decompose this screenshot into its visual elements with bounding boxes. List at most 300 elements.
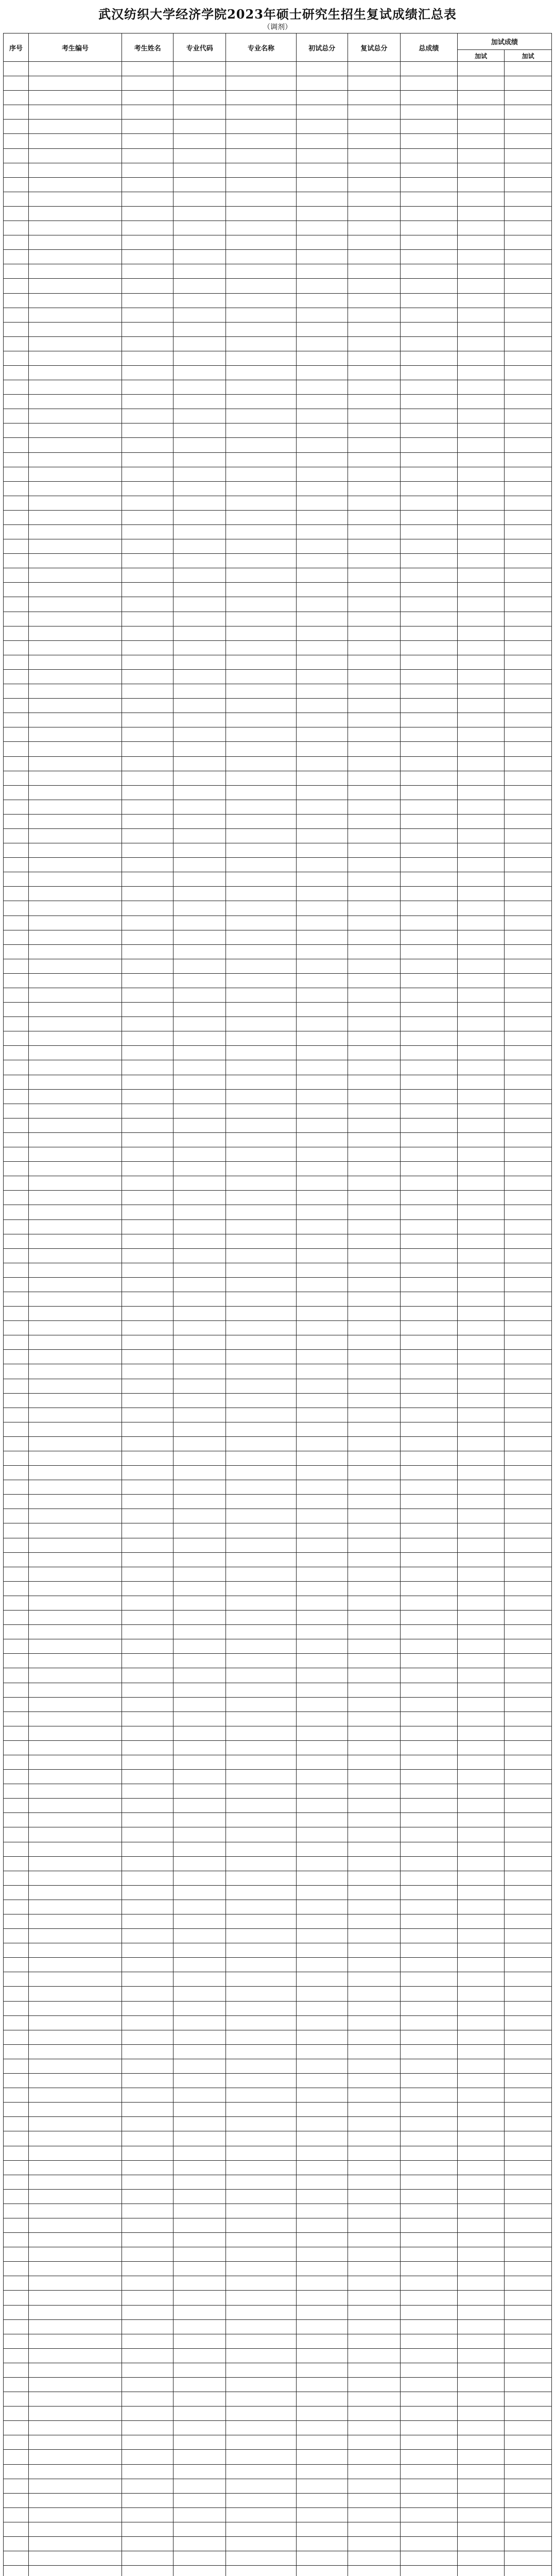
cell-index — [4, 1003, 29, 1017]
cell-index — [4, 2305, 29, 2319]
cell-extra-test-1 — [457, 1799, 505, 1813]
cell-major-code — [174, 2030, 226, 2044]
cell-initial-score — [296, 699, 348, 713]
cell-name — [122, 2392, 174, 2406]
cell-index — [4, 1726, 29, 1740]
cell-initial-score — [296, 1219, 348, 1234]
cell-retest-score — [348, 1581, 400, 1596]
cell-major-name — [226, 2421, 296, 2435]
cell-extra-test-1 — [457, 1567, 505, 1581]
cell-retest-score — [348, 1364, 400, 1379]
cell-name — [122, 1162, 174, 1176]
cell-major-code — [174, 1176, 226, 1191]
cell-retest-score — [348, 2160, 400, 2175]
cell-index — [4, 1813, 29, 1827]
cell-total-score — [401, 1683, 458, 1697]
cell-candidate-id — [28, 1350, 122, 1364]
cell-major-name — [226, 2305, 296, 2319]
cell-retest-score — [348, 2406, 400, 2421]
cell-extra-test-2 — [505, 423, 552, 438]
table-row — [4, 2566, 552, 2576]
cell-extra-test-1 — [457, 2551, 505, 2566]
cell-index — [4, 2421, 29, 2435]
cell-initial-score — [296, 2103, 348, 2117]
cell-initial-score — [296, 1451, 348, 1466]
cell-extra-test-1 — [457, 1755, 505, 1769]
cell-name — [122, 250, 174, 264]
cell-index — [4, 2551, 29, 2566]
cell-candidate-id — [28, 308, 122, 322]
cell-extra-test-2 — [505, 1089, 552, 1104]
cell-major-name — [226, 438, 296, 452]
cell-major-code — [174, 1581, 226, 1596]
cell-total-score — [401, 1379, 458, 1393]
cell-extra-test-2 — [505, 192, 552, 206]
cell-extra-test-2 — [505, 279, 552, 293]
cell-candidate-id — [28, 192, 122, 206]
cell-name — [122, 2291, 174, 2305]
cell-extra-test-1 — [457, 1263, 505, 1277]
cell-major-name — [226, 2059, 296, 2073]
cell-name — [122, 395, 174, 409]
cell-initial-score — [296, 756, 348, 771]
cell-retest-score — [348, 2493, 400, 2507]
cell-major-name — [226, 1639, 296, 1654]
cell-extra-test-1 — [457, 2218, 505, 2232]
cell-name — [122, 1321, 174, 1335]
cell-index — [4, 1408, 29, 1422]
cell-name — [122, 1364, 174, 1379]
cell-major-code — [174, 264, 226, 279]
cell-major-name — [226, 2175, 296, 2189]
table-row — [4, 597, 552, 612]
cell-candidate-id — [28, 250, 122, 264]
cell-total-score — [401, 105, 458, 120]
cell-extra-test-1 — [457, 1466, 505, 1480]
cell-retest-score — [348, 1379, 400, 1393]
cell-extra-test-1 — [457, 1147, 505, 1162]
cell-total-score — [401, 2030, 458, 2044]
cell-major-name — [226, 1031, 296, 1046]
cell-index — [4, 1466, 29, 1480]
cell-major-name — [226, 2189, 296, 2204]
cell-name — [122, 2537, 174, 2551]
cell-initial-score — [296, 452, 348, 467]
cell-candidate-id — [28, 1523, 122, 1538]
cell-name — [122, 336, 174, 351]
cell-major-name — [226, 1277, 296, 1292]
cell-name — [122, 1205, 174, 1219]
cell-major-code — [174, 1813, 226, 1827]
cell-index — [4, 2044, 29, 2059]
cell-total-score — [401, 250, 458, 264]
cell-extra-test-1 — [457, 264, 505, 279]
cell-total-score — [401, 2406, 458, 2421]
cell-index — [4, 626, 29, 640]
cell-index — [4, 336, 29, 351]
cell-extra-test-1 — [457, 221, 505, 235]
cell-candidate-id — [28, 91, 122, 105]
cell-initial-score — [296, 1914, 348, 1929]
table-row — [4, 1784, 552, 1799]
cell-name — [122, 1466, 174, 1480]
cell-retest-score — [348, 2363, 400, 2377]
table-row — [4, 525, 552, 539]
cell-initial-score — [296, 235, 348, 250]
cell-extra-test-2 — [505, 221, 552, 235]
cell-major-name — [226, 351, 296, 365]
cell-total-score — [401, 944, 458, 959]
cell-major-name — [226, 365, 296, 380]
cell-extra-test-2 — [505, 496, 552, 510]
cell-extra-test-2 — [505, 1509, 552, 1523]
cell-total-score — [401, 626, 458, 640]
cell-extra-test-2 — [505, 2131, 552, 2146]
cell-initial-score — [296, 554, 348, 568]
table-row — [4, 684, 552, 699]
cell-name — [122, 525, 174, 539]
table-row — [4, 1567, 552, 1581]
cell-initial-score — [296, 2291, 348, 2305]
table-row — [4, 279, 552, 293]
col-header-name: 考生姓名 — [122, 33, 174, 62]
cell-major-name — [226, 221, 296, 235]
cell-total-score — [401, 1639, 458, 1654]
cell-initial-score — [296, 1625, 348, 1639]
table-row — [4, 1523, 552, 1538]
table-row — [4, 887, 552, 901]
cell-extra-test-1 — [457, 1364, 505, 1379]
cell-extra-test-2 — [505, 597, 552, 612]
cell-major-code — [174, 1943, 226, 1958]
cell-major-code — [174, 713, 226, 727]
cell-retest-score — [348, 62, 400, 76]
cell-extra-test-1 — [457, 2074, 505, 2088]
cell-extra-test-2 — [505, 1740, 552, 1755]
cell-extra-test-1 — [457, 612, 505, 626]
cell-major-name — [226, 2435, 296, 2450]
cell-major-code — [174, 62, 226, 76]
cell-total-score — [401, 2291, 458, 2305]
cell-major-name — [226, 2131, 296, 2146]
cell-initial-score — [296, 1003, 348, 1017]
cell-extra-test-1 — [457, 699, 505, 713]
cell-name — [122, 742, 174, 756]
cell-extra-test-2 — [505, 1900, 552, 1914]
cell-extra-test-2 — [505, 1118, 552, 1132]
cell-candidate-id — [28, 2421, 122, 2435]
cell-retest-score — [348, 395, 400, 409]
cell-major-code — [174, 2378, 226, 2392]
cell-candidate-id — [28, 2233, 122, 2247]
cell-retest-score — [348, 2175, 400, 2189]
cell-major-code — [174, 2276, 226, 2291]
cell-extra-test-2 — [505, 1031, 552, 1046]
cell-major-name — [226, 539, 296, 554]
cell-retest-score — [348, 742, 400, 756]
cell-major-code — [174, 2450, 226, 2464]
cell-candidate-id — [28, 626, 122, 640]
table-row — [4, 1972, 552, 1987]
cell-extra-test-2 — [505, 2030, 552, 2044]
cell-extra-test-1 — [457, 192, 505, 206]
cell-index — [4, 800, 29, 814]
cell-extra-test-2 — [505, 1856, 552, 1871]
cell-retest-score — [348, 916, 400, 930]
cell-retest-score — [348, 1784, 400, 1799]
cell-index — [4, 1307, 29, 1321]
cell-major-name — [226, 2233, 296, 2247]
table-row — [4, 2001, 552, 2015]
cell-retest-score — [348, 2435, 400, 2450]
cell-candidate-id — [28, 438, 122, 452]
cell-total-score — [401, 2363, 458, 2377]
cell-retest-score — [348, 640, 400, 655]
cell-retest-score — [348, 684, 400, 699]
cell-initial-score — [296, 2363, 348, 2377]
cell-major-name — [226, 496, 296, 510]
cell-name — [122, 2015, 174, 2030]
cell-index — [4, 814, 29, 828]
cell-total-score — [401, 1451, 458, 1466]
cell-name — [122, 713, 174, 727]
cell-name — [122, 1176, 174, 1191]
cell-major-code — [174, 2551, 226, 2566]
cell-retest-score — [348, 221, 400, 235]
cell-index — [4, 1205, 29, 1219]
cell-initial-score — [296, 1466, 348, 1480]
cell-candidate-id — [28, 1046, 122, 1060]
cell-index — [4, 669, 29, 684]
cell-extra-test-2 — [505, 76, 552, 91]
cell-major-code — [174, 235, 226, 250]
table-row — [4, 2291, 552, 2305]
cell-major-code — [174, 1219, 226, 1234]
cell-extra-test-2 — [505, 105, 552, 120]
cell-extra-test-1 — [457, 2088, 505, 2103]
cell-name — [122, 612, 174, 626]
cell-name — [122, 1132, 174, 1147]
cell-extra-test-2 — [505, 1495, 552, 1509]
cell-candidate-id — [28, 1017, 122, 1031]
cell-major-code — [174, 105, 226, 120]
cell-index — [4, 2450, 29, 2464]
cell-initial-score — [296, 1755, 348, 1769]
cell-extra-test-2 — [505, 2392, 552, 2406]
cell-candidate-id — [28, 235, 122, 250]
cell-index — [4, 1219, 29, 1234]
cell-name — [122, 814, 174, 828]
cell-initial-score — [296, 1046, 348, 1060]
table-row — [4, 1292, 552, 1306]
cell-name — [122, 1436, 174, 1451]
cell-extra-test-2 — [505, 2348, 552, 2363]
cell-index — [4, 2464, 29, 2479]
cell-initial-score — [296, 2421, 348, 2435]
cell-index — [4, 756, 29, 771]
cell-initial-score — [296, 2435, 348, 2450]
cell-index — [4, 1509, 29, 1523]
cell-extra-test-1 — [457, 1523, 505, 1538]
cell-name — [122, 583, 174, 597]
cell-retest-score — [348, 163, 400, 177]
table-row — [4, 293, 552, 308]
cell-extra-test-1 — [457, 1538, 505, 1552]
cell-total-score — [401, 1552, 458, 1567]
cell-initial-score — [296, 1929, 348, 1943]
cell-name — [122, 1017, 174, 1031]
cell-name — [122, 1987, 174, 2001]
cell-candidate-id — [28, 2363, 122, 2377]
cell-major-code — [174, 1118, 226, 1132]
cell-initial-score — [296, 1943, 348, 1958]
col-header-extra-test-1: 加试 — [457, 50, 505, 62]
cell-name — [122, 2450, 174, 2464]
cell-major-code — [174, 2363, 226, 2377]
cell-initial-score — [296, 2551, 348, 2566]
cell-major-code — [174, 336, 226, 351]
cell-major-code — [174, 1509, 226, 1523]
cell-major-name — [226, 336, 296, 351]
cell-extra-test-1 — [457, 597, 505, 612]
cell-major-code — [174, 221, 226, 235]
cell-extra-test-2 — [505, 1263, 552, 1277]
cell-extra-test-1 — [457, 1871, 505, 1885]
cell-name — [122, 2204, 174, 2218]
cell-extra-test-1 — [457, 2378, 505, 2392]
cell-name — [122, 1350, 174, 1364]
cell-extra-test-1 — [457, 568, 505, 583]
cell-total-score — [401, 134, 458, 148]
cell-extra-test-1 — [457, 423, 505, 438]
cell-index — [4, 2103, 29, 2117]
cell-major-code — [174, 2566, 226, 2576]
cell-major-name — [226, 554, 296, 568]
cell-name — [122, 1683, 174, 1697]
cell-initial-score — [296, 1567, 348, 1581]
cell-initial-score — [296, 2088, 348, 2103]
cell-extra-test-1 — [457, 2493, 505, 2507]
cell-index — [4, 1234, 29, 1248]
cell-name — [122, 2247, 174, 2262]
cell-extra-test-2 — [505, 2537, 552, 2551]
cell-major-name — [226, 1871, 296, 1885]
cell-name — [122, 1726, 174, 1740]
cell-name — [122, 1639, 174, 1654]
cell-retest-score — [348, 2392, 400, 2406]
cell-retest-score — [348, 452, 400, 467]
cell-total-score — [401, 1567, 458, 1581]
cell-name — [122, 62, 174, 76]
cell-total-score — [401, 1856, 458, 1871]
cell-major-name — [226, 2566, 296, 2576]
cell-candidate-id — [28, 2204, 122, 2218]
cell-candidate-id — [28, 1292, 122, 1306]
cell-initial-score — [296, 322, 348, 336]
cell-major-name — [226, 727, 296, 742]
cell-major-code — [174, 568, 226, 583]
cell-extra-test-2 — [505, 858, 552, 872]
cell-name — [122, 163, 174, 177]
cell-major-code — [174, 525, 226, 539]
cell-major-name — [226, 669, 296, 684]
cell-initial-score — [296, 1697, 348, 1711]
cell-index — [4, 1625, 29, 1639]
cell-initial-score — [296, 2464, 348, 2479]
cell-name — [122, 2507, 174, 2522]
cell-total-score — [401, 2233, 458, 2247]
cell-total-score — [401, 1248, 458, 1263]
cell-initial-score — [296, 2233, 348, 2247]
cell-index — [4, 1162, 29, 1176]
cell-name — [122, 930, 174, 944]
cell-candidate-id — [28, 1205, 122, 1219]
cell-major-name — [226, 2406, 296, 2421]
cell-index — [4, 959, 29, 973]
cell-index — [4, 206, 29, 221]
cell-retest-score — [348, 1856, 400, 1871]
cell-major-name — [226, 771, 296, 785]
cell-major-code — [174, 1711, 226, 1726]
cell-major-code — [174, 206, 226, 221]
cell-total-score — [401, 395, 458, 409]
cell-total-score — [401, 742, 458, 756]
cell-extra-test-1 — [457, 1422, 505, 1436]
cell-major-code — [174, 351, 226, 365]
cell-name — [122, 2464, 174, 2479]
cell-major-name — [226, 1379, 296, 1393]
cell-index — [4, 1972, 29, 1987]
cell-major-name — [226, 2507, 296, 2522]
table-row — [4, 2435, 552, 2450]
table-row — [4, 2507, 552, 2522]
cell-index — [4, 1842, 29, 1856]
cell-extra-test-1 — [457, 1625, 505, 1639]
cell-total-score — [401, 1466, 458, 1480]
cell-retest-score — [348, 1003, 400, 1017]
cell-extra-test-1 — [457, 2479, 505, 2493]
cell-major-name — [226, 2319, 296, 2334]
cell-extra-test-1 — [457, 1104, 505, 1118]
cell-major-name — [226, 887, 296, 901]
table-row — [4, 206, 552, 221]
cell-initial-score — [296, 1277, 348, 1292]
table-row — [4, 467, 552, 481]
cell-retest-score — [348, 76, 400, 91]
cell-extra-test-1 — [457, 105, 505, 120]
cell-candidate-id — [28, 2319, 122, 2334]
cell-retest-score — [348, 1509, 400, 1523]
cell-name — [122, 2001, 174, 2015]
cell-total-score — [401, 699, 458, 713]
table-row — [4, 2030, 552, 2044]
cell-extra-test-2 — [505, 1538, 552, 1552]
cell-retest-score — [348, 771, 400, 785]
cell-major-name — [226, 62, 296, 76]
cell-major-name — [226, 395, 296, 409]
cell-extra-test-1 — [457, 206, 505, 221]
cell-extra-test-2 — [505, 1523, 552, 1538]
cell-index — [4, 2189, 29, 2204]
cell-total-score — [401, 930, 458, 944]
cell-retest-score — [348, 1292, 400, 1306]
cell-extra-test-2 — [505, 1596, 552, 1610]
cell-total-score — [401, 163, 458, 177]
table-row — [4, 1943, 552, 1958]
cell-major-code — [174, 669, 226, 684]
cell-candidate-id — [28, 1827, 122, 1842]
cell-extra-test-1 — [457, 887, 505, 901]
